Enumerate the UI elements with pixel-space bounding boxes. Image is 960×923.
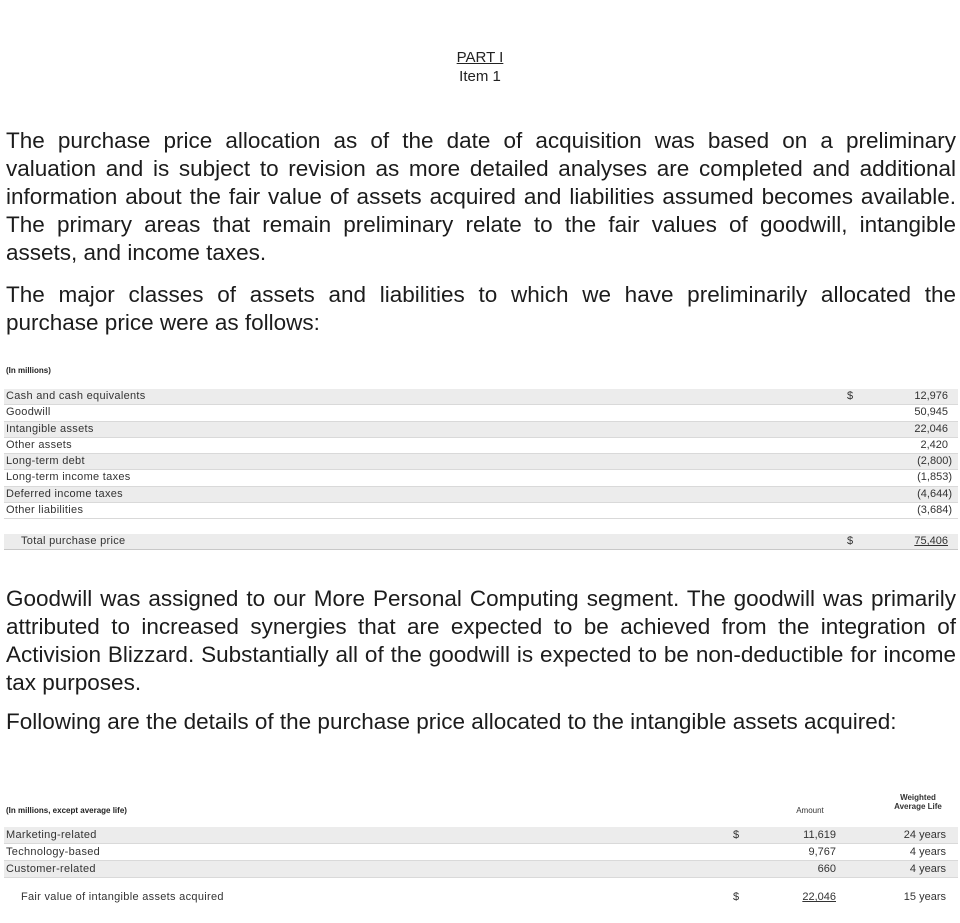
- page-header: [0, 48, 960, 86]
- row-life: 4 years: [909, 846, 946, 858]
- row-value: (1,853): [917, 471, 952, 484]
- table-row: [4, 438, 958, 454]
- table-row: [4, 422, 958, 438]
- paragraph-intangible: Following are the details of the purchase price allocated to the intangible assets acquired:: [6, 709, 897, 734]
- row-label: Other assets: [6, 438, 72, 451]
- life-header-line1: Weighted: [900, 793, 936, 802]
- total-row: [4, 534, 958, 550]
- row-label: Other liabilities: [6, 504, 84, 517]
- row-label: Intangible assets: [6, 422, 94, 435]
- paragraph-goodwill: Goodwill was assigned to our More Personal Computing segment. The goodwill was primarily attributed to increased synergies that are expected to be achieved from the integration of Activision Blizzard. Substantially all of the goodwill is expected to be non-deductible for income tax purposes.: [6, 586, 956, 695]
- total-value: 75,406: [914, 535, 948, 547]
- total-row: [4, 888, 958, 906]
- table-row: [4, 454, 958, 470]
- row-value: 50,945: [914, 406, 948, 419]
- row-value: 22,046: [914, 422, 948, 435]
- table2-rows: [4, 827, 958, 878]
- row-value: 2,420: [920, 438, 948, 451]
- row-label: Technology-based: [6, 846, 101, 858]
- table2-total: [4, 888, 958, 906]
- row-value: 12,976: [914, 390, 948, 402]
- table-row: [4, 470, 958, 486]
- total-label: Fair value of intangible assets acquired: [21, 891, 224, 903]
- row-amount: 660: [817, 863, 836, 875]
- total-life: 15 years: [903, 891, 946, 903]
- row-value: (4,644): [917, 487, 952, 500]
- life-header-line2: Average Life: [894, 802, 942, 811]
- amount-column-header: Amount: [796, 806, 824, 815]
- total-label: Total purchase price: [21, 535, 126, 547]
- row-currency: $: [733, 829, 740, 841]
- row-life: 24 years: [903, 829, 946, 841]
- total-currency: $: [733, 891, 740, 903]
- paragraph-major-classes: The major classes of assets and liabilities to which we have preliminarily allocated the purchase price were as follows:: [6, 282, 956, 335]
- part-label: PART I: [456, 49, 504, 66]
- table-row: [4, 827, 958, 844]
- table1-rows: [4, 389, 958, 519]
- item-label: Item 1: [459, 68, 501, 85]
- table-row: [4, 844, 958, 861]
- table1-caption: (In millions): [6, 366, 51, 375]
- table-row: [4, 503, 958, 519]
- total-currency: $: [847, 535, 854, 547]
- total-amount: 22,046: [802, 891, 836, 903]
- row-life: 4 years: [909, 863, 946, 875]
- row-value: (3,684): [917, 504, 952, 517]
- row-label: Deferred income taxes: [6, 487, 123, 500]
- row-label: Long-term debt: [6, 455, 85, 468]
- life-column-header: [882, 793, 954, 811]
- row-amount: 9,767: [808, 846, 836, 858]
- table2-caption: (In millions, except average life): [6, 806, 127, 815]
- table-row: [4, 487, 958, 503]
- table-row: [4, 405, 958, 421]
- table-row: [4, 389, 958, 405]
- table-row: [4, 861, 958, 878]
- row-label: Marketing-related: [6, 829, 97, 841]
- table1-total: [4, 534, 958, 550]
- row-value: (2,800): [917, 455, 952, 468]
- row-label: Cash and cash equivalents: [6, 390, 146, 402]
- row-label: Long-term income taxes: [6, 471, 131, 484]
- row-label: Goodwill: [6, 406, 51, 419]
- row-label: Customer-related: [6, 863, 96, 875]
- row-amount: 11,619: [803, 829, 836, 841]
- row-currency: $: [847, 390, 854, 402]
- paragraph-allocation: The purchase price allocation as of the date of acquisition was based on a preliminary valuation and is subject to revision as more detailed analyses are completed and additional information about the fair value of assets acquired and liabilities assumed becomes available. The primary areas that remain preliminary relate to the fair values of goodwill, intangible assets, and income taxes.: [6, 128, 956, 265]
